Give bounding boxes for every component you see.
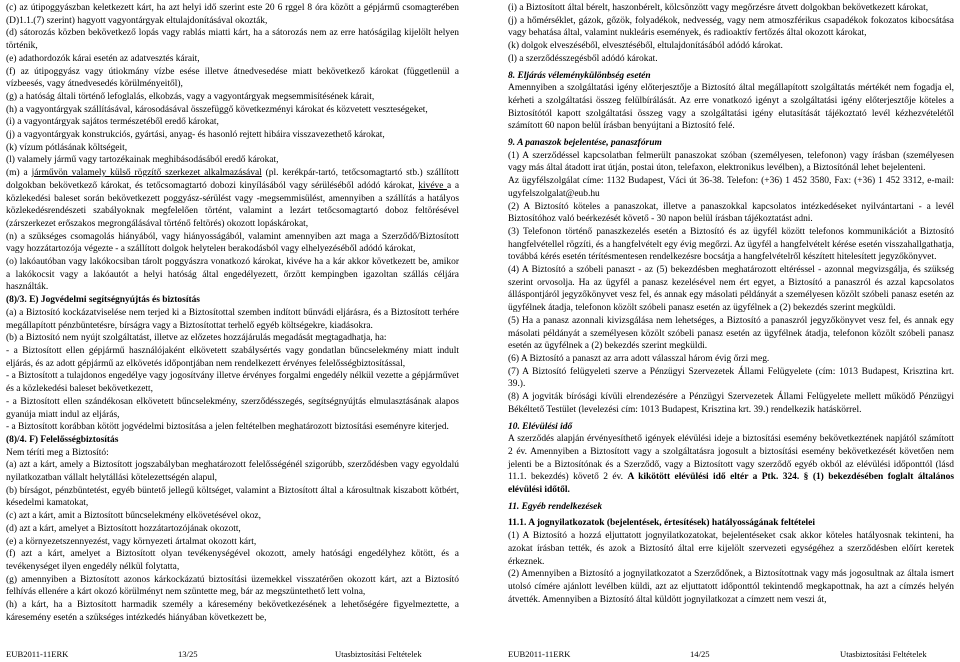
exclusion-j: (j) a vagyontárgyak konstrukciós, gyártási, anyag- és hasonló rejtett hibáira visszavezethető károkat, xyxy=(6,130,385,141)
notices-2: (2) Amennyiben a Biztosító a jognyilatkozatot a Szerződőnek, a Biztosítottnak vagy más jogosultnak az általa ismert utolsó címére ajánlott levélben küldi, azt az eljuttatott időponttól tekintendő megkapottnak, ha azt a címzés helyén átvették. Amennyiben a Biztosító által küldött jognyilatkozat a címzett nem veszi át, xyxy=(508,569,954,605)
section-heading-other: 11. Egyéb rendelkezések xyxy=(508,501,603,512)
liability-e: (e) a környezetszennyezést, vagy környezeti ártalmat okozott kárt, xyxy=(6,536,257,547)
liability-intro: Nem téríti meg a Biztosító: xyxy=(6,447,109,458)
disagreement-text: Amennyiben a szolgáltatási igény előterjesztője a Biztosító által megállapított szolgáltatás mértékét nem fogadja el, kérheti a szolgáltatási összeg felülbírálását. Az erre vonatkozó igényt a szolgáltatási igény előterjesztője köteles a Biztosítótól kapott szolgáltatási összeg vagy a szolgáltatási igény elutasítását tájékoztató levél kézhezvételétől számított 60 napon belül írásban benyújtani a Biztosító felé. xyxy=(508,83,954,132)
complaints-8: (8) A jogviták bírósági kívüli elrendezésére a Pénzügyi Szervezetek Állami Felügyelete mellett működő Pénzügyi Békéltető Testület (levelezési cím: 1013 Budapest, Krisztina krt. 39.) rendelkezik hatáskörrel. xyxy=(508,392,954,415)
liability-b: (b) bírságot, pénzbüntetést, egyéb büntető jellegű költséget, valamint a Biztosított által a károsultnak kiszabott kötbért, késedelmi kamatokat, xyxy=(6,485,459,509)
left-footer-code: EUB2011-11ERK xyxy=(6,649,69,659)
liability-f: (f) azt a kárt, amelyet a Biztosított olyan tevékenységével okozott, amely hatósági engedélyhez kötött, és a tevékenységet ilyen engedély nélkül folytatta, xyxy=(6,549,459,572)
legal-aid-bullet-4: - a Biztosított korábban kötött jogvédelmi biztosítása a jelen feltételben meghatározott biztosítási eseményre kiterjed. xyxy=(6,422,449,433)
liability-a: (a) azt a kárt, amely a Biztosított jogszabályban meghatározott felelősségénél szigorúbb, szerződésben vagy egyoldalú nyilatkozatban vállalt helytállási kötelezettségén alapul, xyxy=(6,460,459,484)
liability-c: (c) azt a kárt, amit a Biztosított bűncselekmény elkövetésével okoz, xyxy=(6,511,261,522)
complaints-address: Az ügyfélszolgálat címe: 1132 Budapest, Váci út 36-38. Telefon: (+36) 1 452 3580, Fax: (+36) 1 452 3312, e-mail: ugyfelszolgalat@eub.hu xyxy=(508,176,954,199)
complaints-5: (5) Ha a panasz azonnali kivizsgálása nem lehetséges, a Biztosító a panaszról jegyzőkönyvet vesz fel, és annak egy másolati példányát a személyesen közölt szóbeli panasz esetén az ügyfélnek átadja, telefonon közölt szóbeli panasz esetén az ügyfélnek a (2) bekezdés szerint megküldi. xyxy=(508,315,954,352)
left-page-text xyxy=(6,2,459,624)
complaints-3: (3) Telefonon történő panaszkezelés esetén a Biztosító és az ügyfél között telefonos kommunikációt a Biztosító hangfelvétellel rögzíti, és a hangfelvételt egy évig megőrzi. Az ügyfél a hangfelvételt kérése esetén visszahallgathatja, továbbá kérés esetén térítésmentesen rendelkezésre bocsátja a hangfelvételről készített hitelesített jegyzőkönyvet. xyxy=(508,226,954,263)
exclusion-m-pre: (m) a xyxy=(6,168,32,179)
notices-1: (1) A Biztosító a hozzá eljuttatott jognyilatkozatokat, bejelentéseket csak akkor köteles hatályosnak tekinteni, ha azokat írásban tették, és azok a Biztosító által erre kijelölt szervezeti egységéhez a szerződésben előírt keretek érkeznek. xyxy=(508,531,954,567)
complaints-2: (2) A Biztosító köteles a panaszokat, illetve a panaszokkal kapcsolatos intézkedéseket nyilvántartani - a levél Biztosítóhoz való beérkezését követő - 30 napon belül írásban tájékoztatást adni. xyxy=(508,201,954,225)
exclusion-l: (l) valamely jármű vagy tartozékainak meghibásodásából eredő károkat, xyxy=(6,155,279,166)
liability-j: (j) a hőmérséklet, gázok, gőzök, folyadékok, nedvesség, vagy nem atmoszférikus csapadékok fokozatos kibocsátása vagy behatása által, valamint nukleáris események, és radioaktív fertőzés által okozott károkat, xyxy=(508,15,954,39)
exclusion-m xyxy=(6,167,459,231)
exclusion-k: (k) vízum pótlásának költségeit, xyxy=(6,142,128,153)
left-footer-page-number: 13/25 xyxy=(178,649,198,659)
exclusion-m-mid: (pl. kerékpár-tartó, tetőcsomagtartó stb.) szállított dolgokban bekövetkező károkat, és tetőcsomagtartó dobozi kinyílásából vagy sérüléséből adódó károkat, xyxy=(6,168,459,191)
complaints-1: (1) A szerződéssel kapcsolatban felmerült panaszokat szóban (személyesen, telefonon) vagy írásban (személyesen vagy más által átadott irat útján, postai úton, telefaxon, elektronikus levélben), a Biztosítónál lehet bejelenteni. xyxy=(508,150,954,174)
section-heading-legal-aid: (8)/3. E) Jogvédelmi segítségnyújtás és biztosítás xyxy=(6,295,200,306)
legal-aid-bullet-1: - a Biztosított ellen gépjármű használójaként elkövetett szabálysértés vagy gondatlan bűncselekmény miatt indult eljárás, és az adott gépjármű az elkövetés időpontjában nem rendelkezett érvényes felelősségbiztosítással, xyxy=(6,345,459,369)
section-heading-complaints: 9. A panaszok bejelentése, panaszfórum xyxy=(508,138,662,149)
exclusion-n: (n) a szükséges csomagolás hiányából, vagy hiányosságából, valamint amennyiben azt maga a Szerződő/Biztosított vagy hozzátartozója végezte - a szállított dolgok helyteleн berakodásból vagy elhelyezéséből adódó károkat, xyxy=(6,231,459,255)
exclusion-h: (h) a vagyontárgyak szállításával, károsodásával összefüggő következményi károkat és közvetett veszteségeket, xyxy=(6,104,428,115)
liability-g: (g) amennyiben a Biztosított azonos kárkockázatú biztosítási üzemekkel visszatérően okozott kárt, azt a Biztosító felhívás ellenére a kárt okozó körülményt nem szüntette meg, bár az megszüntethető lett volna, xyxy=(6,574,459,598)
exclusion-o: (o) lakóautóban vagy lakókocsiban tárolt poggyászra vonatkozó károkat, kivéve ha a kár akkor következett be, amikor a lakókocsit vagy a lakóautót a helyi hatóság által engedélyezett, őrzött kempingben igazoltan szállás céljára használták. xyxy=(6,257,459,293)
subsection-heading-notices: 11.1. A jognyilatkozatok (bejelentések, értesítések) hatályosságának feltételei xyxy=(508,518,815,529)
liability-k: (k) dolgok elveszéséből, elvesztéséből, eltulajdonításából adódó károkat. xyxy=(508,41,783,52)
exclusion-d: (d) sátorozás közben bekövetkező lopás vagy rablás miatti kárt, ha a sátorozás nem az erre hatóságilag kijelölt helyen történik, xyxy=(6,28,459,52)
legal-aid-a: (a) a Biztosító kockázatviselése nem terjed ki a Biztosítottal szemben indított bűnvádi eljárásra, és a Biztosított terhére megállapított pénzbüntetésre, bírságra vagy a Biztosítottat terhelő egyéb költségekre, kiadásokra. xyxy=(6,307,459,331)
liability-h: (h) a kárt, ha a Biztosított harmadik személy a káresemény bekövetkezésének a lehetőségére figyelmeztette, a káresemény esetén a szükséges intézkedés hiányában következett be, xyxy=(6,600,459,623)
limitation-text-bold: A kikötött elévülési idő eltér a Ptk. 324. § (1) bekezdésében foglalt általános elévülési időtől. xyxy=(508,472,955,496)
exclusion-i: (i) a vagyontárgyak sajátos természetéből eredő károkat, xyxy=(6,117,219,128)
complaints-7: (7) A Biztosító felügyeleti szerve a Pénzügyi Szervezetek Állami Felügyelete (cím: 1013 Budapest, Krisztina krt. 39.). xyxy=(508,366,954,390)
complaints-6: (6) A Biztosító a panaszt az arra adott válasszal három évig őrzi meg. xyxy=(508,353,770,364)
section-heading-liability: (8)/4. F) Felelősségbiztosítás xyxy=(6,434,119,445)
limitation-text-normal: A szerződés alapján érvényesíthető igények elévülési ideje a biztosítási esemény bekövetkeztének napjától számított 2 év. Amennyiben a Biztosított vagy a szolgáltatásra jogosult a biztosítási esemény bekövetkezését követően nem jelenti be a Biztosítónak és a Szerződő, vagy a Biztosított vagy szerződő egyéb okból az elévülési időponttól (lásd 11.1. bekezdés) követő 2 év. xyxy=(508,434,954,483)
section-heading-disagreement: 8. Eljárás véleménykülönbség esetén xyxy=(508,70,651,81)
exclusion-m-rest: a a közlekedési baleset során bekövetkezett poggyász-sérülést vagy -megsemmisülést, amennyiben a szállítás a hatályos közlekedésrendészeti szabályoknak megfelelően történt, valamint a lezárt tetőcsomagtartó doboz feltörésével (zárszerkezet erőszakos megrongálásával történő feltörés) okozott lopáskárokat, xyxy=(6,180,460,229)
left-footer-title: Utasbiztosítási Feltételek xyxy=(335,649,422,659)
liability-i: (i) a Biztosított által bérelt, haszonbérelt, kölcsönzött vagy megőrzésre átvett dolgokban bekövetkezett károkat, xyxy=(508,3,929,13)
liability-d: (d) azt a kárt, amelyet a Biztosított hozzátartozójának okozott, xyxy=(6,523,241,534)
exclusion-m-underlined-2: kivéve xyxy=(418,180,448,191)
right-footer-title: Utasbiztosítási Feltételek xyxy=(840,649,927,659)
exclusion-e: (e) adathordozók kárai esetén az adatvesztés kárait, xyxy=(6,53,200,64)
exclusion-g: (g) a hatóság általi történő lefoglalás, elkobzás, vagy a vagyontárgyak megsemmisítésének kárait, xyxy=(6,91,375,102)
legal-aid-b: (b) a Biztosító nem nyújt szolgáltatást, illetve az előzetes hozzájárulás megadását megtagadhatja, ha: xyxy=(6,333,387,344)
right-page-text xyxy=(508,2,954,606)
limitation-text xyxy=(508,433,954,497)
legal-aid-bullet-2: - a Biztosított a tulajdonos engedélye vagy jogosítvány illetve érvényes forgalmi engedély nélkül vezette a gépjárművet és a közlekedési baleset bekövetkezett, xyxy=(6,371,459,395)
complaints-4: (4) A Biztosító a szóbeli panaszt - az (5) bekezdésben meghatározott eltéréssel - azonnal megvizsgálja, és szükség szerint orvosolja. Ha az ügyfél a panasz kezelésével nem ért egyet, a Biztosító a panaszról és azzal kapcsolatos álláspontjáról jegyzőkönyvet vesz fel, és annak egy másolati példányát a személyesen közölt szóbeli panasz esetén az ügyfélnek átadja, telefonon közölt szóbeli panasz esetén az ügyfélnek a (2) bekezdés szerint megküldi. xyxy=(508,265,954,314)
legal-aid-bullet-3: - a Biztosított ellen szándékosan elkövetett bűncselekmény, szerződésszegés, segítségnyújtás elmulasztásának alapos gyanúja miatt indul az eljárás, xyxy=(6,396,459,420)
right-footer-page-number: 14/25 xyxy=(690,649,710,659)
exclusion-m-underlined-1: járművön valamely külső rögzítő szerkezet alkalmazásával xyxy=(31,168,262,179)
section-heading-limitation: 10. Elévülési idő xyxy=(508,421,573,432)
liability-l: (l) a szerződésszegésből adódó károkat. xyxy=(508,53,658,64)
right-footer-code: EUB2011-11ERK xyxy=(508,649,571,659)
exclusion-c: (c) az útipoggyászban keletkezett kárt, ha azt helyi idő szerint este 20 6 rggel 8 óra között a gépjármű csomagterében (D)1.1.(7) szerint) hagyott vagyontárgyak eltulajdonításával okozták, xyxy=(6,3,459,26)
exclusion-f: (f) az útipoggyász vagy útiokmány vízbe esése illetve átnedvesedése miatt bekövetkező károkat (függetlenül a vízbeesés, vagy átnedvesedés körülményeitől), xyxy=(6,66,459,90)
